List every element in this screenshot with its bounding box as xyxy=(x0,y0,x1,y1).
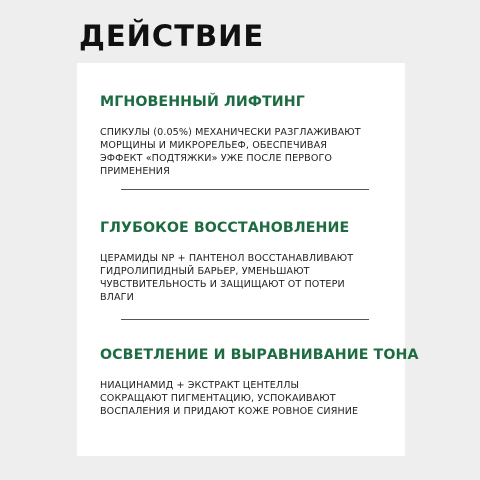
section-tone xyxy=(100,345,419,418)
page-title: ДЕЙСТВИЕ xyxy=(79,19,265,53)
description-line: ГИДРОЛИПИДНЫЙ БАРЬЕР, УМЕНЬШАЮТ xyxy=(100,266,310,277)
description-line: СОКРАЩАЮТ ПИГМЕНТАЦИЮ, УСПОКАИВАЮТ xyxy=(100,393,336,404)
description-line: ЧУВСТВИТЕЛЬНОСТЬ И ЗАЩИЩАЮТ ОТ ПОТЕРИ xyxy=(100,279,345,290)
description-line: ЦЕРАМИДЫ NP + ПАНТЕНОЛ ВОССТАНАВЛИВАЮТ xyxy=(100,253,354,264)
section-divider xyxy=(121,189,369,190)
section-heading: ГЛУБОКОЕ ВОССТАНОВЛЕНИЕ xyxy=(100,220,350,236)
section-divider xyxy=(121,319,369,320)
description-line: ПРИМЕНЕНИЯ xyxy=(100,166,170,177)
section-description xyxy=(100,252,400,304)
section-heading: ОСВЕТЛЕНИЕ И ВЫРАВНИВАНИЕ ТОНА xyxy=(100,347,419,363)
section-restoration xyxy=(100,218,400,304)
description-line: ВОСПАЛЕНИЯ И ПРИДАЮТ КОЖЕ РОВНОЕ СИЯНИЕ xyxy=(100,406,359,417)
section-description xyxy=(100,379,400,418)
description-line: МОРЩИНЫ И МИКРОРЕЛЬЕФ, ОБЕСПЕЧИВАЯ xyxy=(100,140,328,151)
section-heading: МГНОВЕННЫЙ ЛИФТИНГ xyxy=(100,94,305,110)
section-description xyxy=(100,126,400,178)
description-line: СПИКУЛЫ (0.05%) МЕХАНИЧЕСКИ РАЗГЛАЖИВАЮТ xyxy=(100,127,361,138)
benefits-card xyxy=(77,63,419,456)
section-lifting xyxy=(100,92,400,178)
description-line: НИАЦИНАМИД + ЭКСТРАКТ ЦЕНТЕЛЛЫ xyxy=(100,380,300,391)
description-line: ВЛАГИ xyxy=(100,292,134,303)
description-line: ЭФФЕКТ «ПОДТЯЖКИ» УЖЕ ПОСЛЕ ПЕРВОГО xyxy=(100,153,333,164)
